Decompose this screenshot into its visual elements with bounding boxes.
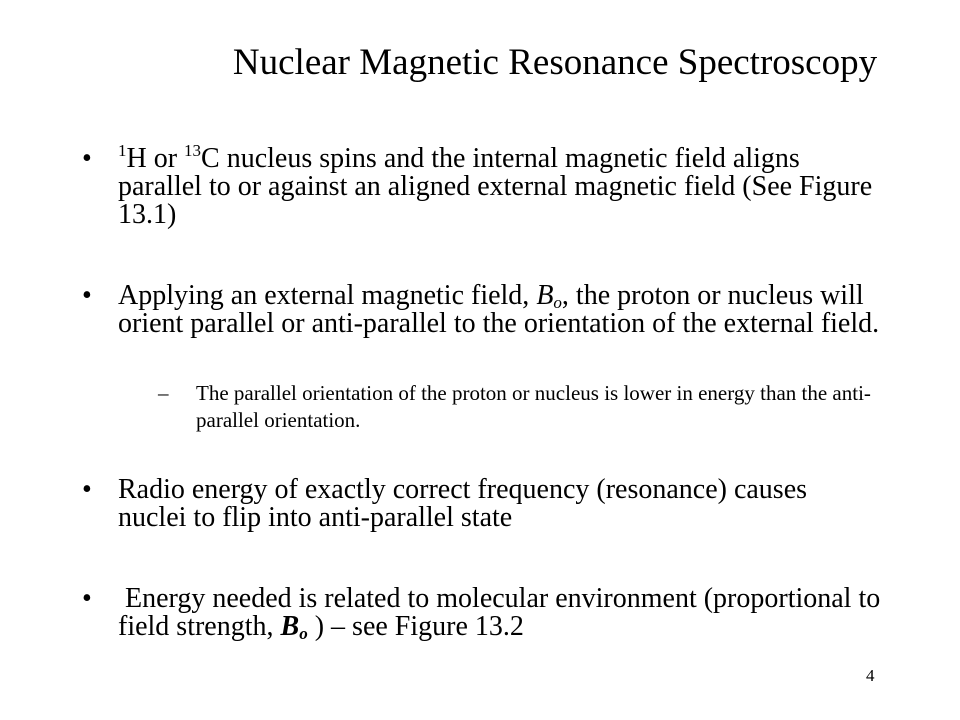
bullet-energy-needed xyxy=(82,583,888,643)
bullet-nucleus-spins xyxy=(82,141,882,230)
bullet-text-part: , the proton or nucleus will orient parallel or anti-parallel to the orientation of the external field. xyxy=(118,280,880,339)
sub-bullet-marker: – xyxy=(158,381,169,405)
bullet-text: Radio energy of exactly correct frequency (resonance) causes nuclei to flip into anti-parallel state xyxy=(118,474,808,533)
sub-bullet-text: The parallel orientation of the proton or nucleus is lower in energy than the anti-parallel orientation. xyxy=(196,381,871,432)
isotope-1: 1 xyxy=(118,141,127,160)
bullet-text xyxy=(118,282,882,338)
isotope-13: 13 xyxy=(184,141,202,160)
bullet-external-field xyxy=(82,282,882,338)
bullet-text-part: Energy needed is related to molecular environment (proportional to field strength, xyxy=(118,583,888,642)
bullet-marker: • xyxy=(82,583,92,614)
bullet-radio-energy xyxy=(82,476,882,532)
bullet-text xyxy=(118,141,882,230)
field-symbol: B xyxy=(280,611,300,642)
bullet-text-part: C nucleus spins and the internal magnetic field aligns parallel to or against an aligned external magnetic field (See Figure 13.1) xyxy=(118,143,873,230)
bullet-text xyxy=(118,583,888,643)
bullet-text-part: H or xyxy=(126,143,185,174)
bullet-marker: • xyxy=(82,474,92,505)
bullet-marker: • xyxy=(82,143,92,174)
bullet-marker: • xyxy=(82,280,92,311)
field-subscript: o xyxy=(553,293,562,312)
sub-bullet-parallel-orientation xyxy=(158,380,918,434)
bullet-text-part: ) – see Figure 13.2 xyxy=(307,611,524,642)
field-symbol: B xyxy=(536,280,554,311)
field-subscript: o xyxy=(299,624,308,643)
slide-title: Nuclear Magnetic Resonance Spectroscopy xyxy=(232,42,878,83)
bullet-text-part: Applying an external magnetic field, xyxy=(118,280,537,311)
page-number: 4 xyxy=(866,666,875,685)
